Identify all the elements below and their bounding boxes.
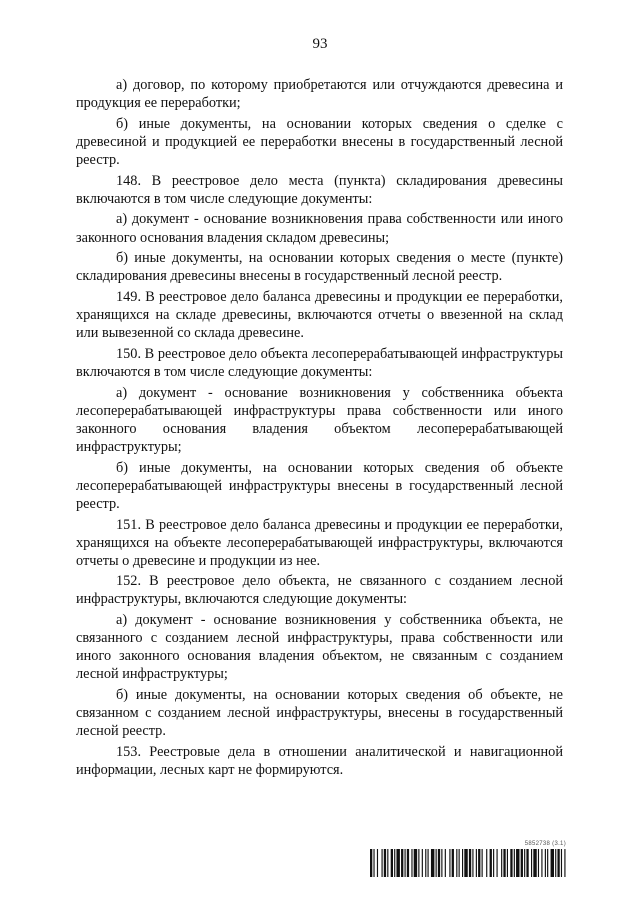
paragraph-153: 153. Реестровые дела в отношении аналитической и навигационной информации, лесных карт не формируются. (76, 744, 563, 779)
paragraph-150-b: б) иные документы, на основании которых сведения об объекте лесоперерабатывающей инфраструктуры внесены в государственный лесной реестр. (76, 459, 563, 512)
paragraph-b-other-docs-deal: б) иные документы, на основании которых сведения о сделке с древесиной и продукцией ее переработки внесены в государственный лесной реестр. (76, 115, 563, 168)
document-stamp-code: 5852738 (3.1) (524, 841, 566, 847)
paragraph-150: 150. В реестровое дело объекта лесоперерабатывающей инфраструктуры включаются в том числе следующие документы: (76, 345, 563, 380)
paragraph-148-a: а) документ - основание возникновения права собственности или иного законного основания владения складом древесины; (76, 211, 563, 246)
barcode-icon (370, 849, 566, 877)
paragraph-152-a: а) документ - основание возникновения у собственника объекта, не связанного с созданием лесной инфраструктуры, права собственности или иного законного основания владения объектом, не связанным с созданием лесной инфраструктуры; (76, 612, 563, 683)
paragraph-152: 152. В реестровое дело объекта, не связанного с созданием лесной инфраструктуры, включаются следующие документы: (76, 573, 563, 608)
paragraph-149: 149. В реестровое дело баланса древесины и продукции ее переработки, хранящихся на складе древесины, включаются отчеты о ввезенной на склад или вывезенной со склада древесине. (76, 289, 563, 342)
paragraph-148: 148. В реестровое дело места (пункта) складирования древесины включаются в том числе следующие документы: (76, 172, 563, 207)
page-number: 93 (312, 36, 328, 52)
paragraph-a-contract: а) договор, по которому приобретаются или отчуждаются древесина и продукция ее переработки; (76, 77, 563, 112)
paragraph-148-b: б) иные документы, на основании которых сведения о месте (пункте) складирования древесины внесены в государственный лесной реестр. (76, 250, 563, 285)
paragraph-150-a: а) документ - основание возникновения у собственника объекта лесоперерабатывающей инфраструктуры права собственности или иного законного основания владения объектом лесоперерабатывающей инфраструктуры; (76, 384, 563, 455)
paragraph-152-b: б) иные документы, на основании которых сведения об объекте, не связанном с созданием лесной инфраструктуры, внесены в государственный лесной реестр. (76, 687, 563, 740)
paragraph-151: 151. В реестровое дело баланса древесины и продукции ее переработки, хранящихся на объекте лесоперерабатывающей инфраструктуры, включаются отчеты о древесине и продукции из нее. (76, 516, 563, 569)
document-body (76, 76, 563, 782)
